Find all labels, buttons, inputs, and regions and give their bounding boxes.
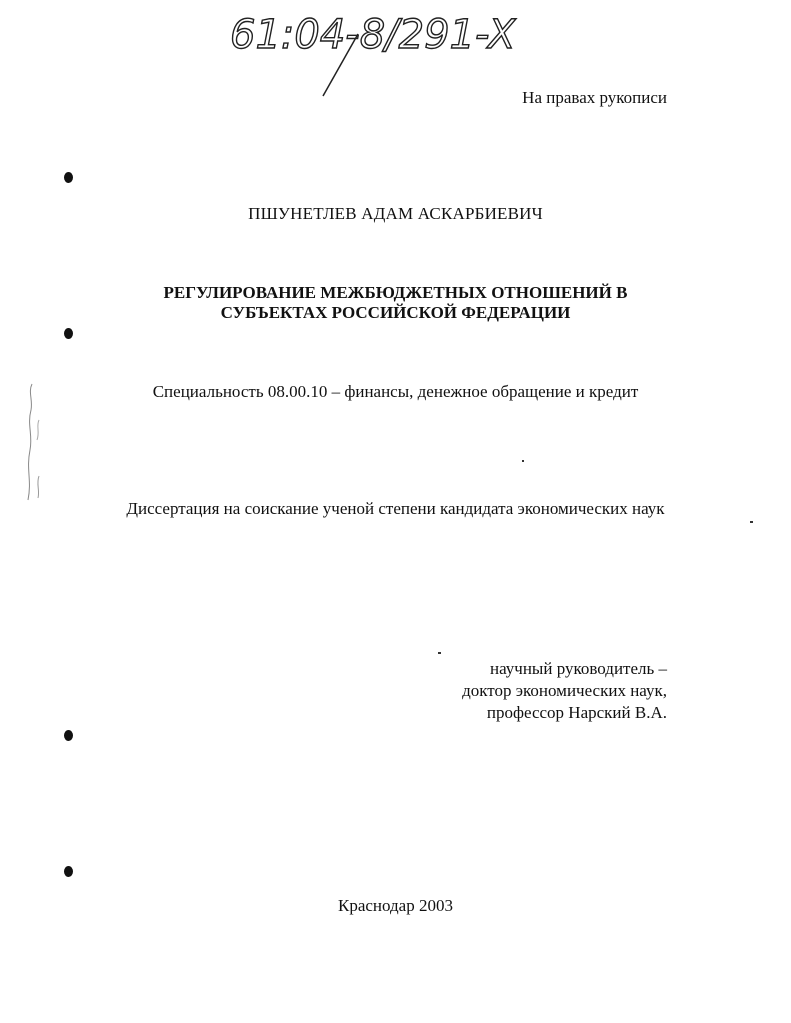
punch-hole-mark <box>64 172 73 183</box>
dissertation-degree-line: Диссертация на соискание ученой степени кандидата экономических наук <box>126 499 665 518</box>
supervisor-line-1: научный руководитель – <box>490 659 667 678</box>
supervisor-block <box>462 658 667 724</box>
author-name: ПШУНЕТЛЕВ АДАМ АСКАРБИЕВИЧ <box>248 204 543 223</box>
scan-speck <box>750 521 753 523</box>
scan-speck <box>522 460 524 462</box>
supervisor-line-3: профессор Нарский В.А. <box>486 703 667 722</box>
specialty-line: Специальность 08.00.10 – финансы, денежное обращение и кредит <box>152 382 639 401</box>
rights-note: На правах рукописи <box>522 88 667 107</box>
title-line-2: СУБЪЕКТАХ РОССИЙСКОЙ ФЕДЕРАЦИИ <box>220 303 571 322</box>
handwritten-archive-mark <box>228 4 516 104</box>
supervisor-line-2: доктор экономических наук, <box>462 681 667 700</box>
city-year: Краснодар 2003 <box>338 896 453 915</box>
dissertation-title <box>0 283 791 323</box>
punch-hole-mark <box>64 328 73 339</box>
punch-hole-mark <box>64 866 73 877</box>
punch-hole-mark <box>64 730 73 741</box>
title-line-1: РЕГУЛИРОВАНИЕ МЕЖБЮДЖЕТНЫХ ОТНОШЕНИЙ В <box>163 283 628 302</box>
handwritten-mark-drawing <box>228 4 516 104</box>
handwritten-mark-text: 61:04-8/291-X <box>230 12 516 58</box>
scan-speck <box>438 652 441 654</box>
margin-scribble <box>18 380 48 510</box>
